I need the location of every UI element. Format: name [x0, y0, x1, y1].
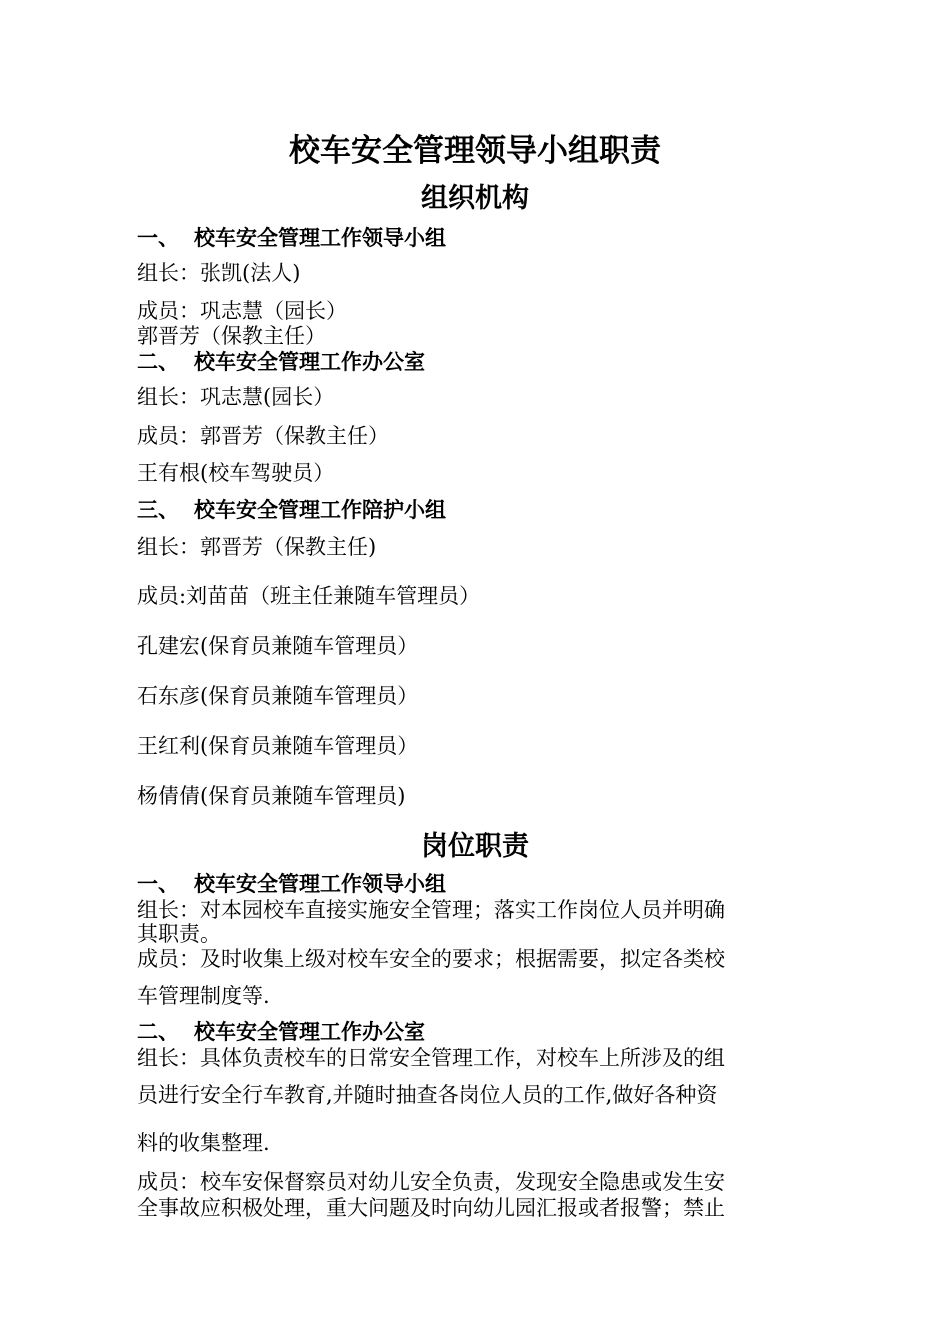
- org-group-1-number: 一、: [137, 226, 179, 250]
- org-group-2-member: 成员：郭晋芳（保教主任）: [137, 424, 389, 448]
- org-group-3-member: 石东彦(保育员兼随车管理员）: [137, 684, 419, 708]
- org-group-1-member: 成员：巩志慧（园长）: [137, 299, 347, 323]
- duty-group-2-member-line: 成员：校车安保督察员对幼儿安全负责，发现安全隐患或发生安: [137, 1170, 725, 1194]
- org-group-3-member: 杨倩倩(保育员兼随车管理员): [137, 784, 406, 808]
- duty-group-2-heading-text: 校车安全管理工作办公室: [194, 1020, 425, 1044]
- org-group-3-leader: 组长：郭晋芳（保教主任): [137, 535, 377, 559]
- org-group-1-leader: 组长：张凯(法人): [137, 261, 301, 285]
- duty-group-1-heading: [137, 871, 446, 897]
- org-group-3-number: 三、: [137, 498, 179, 522]
- duty-group-1-heading-text: 校车安全管理工作领导小组: [194, 872, 446, 896]
- duty-group-1-member-line: 车管理制度等.: [137, 984, 270, 1008]
- section-title-duties: 岗位职责: [421, 831, 529, 862]
- org-group-3-member: 成员:刘苗苗（班主任兼随车管理员）: [137, 584, 481, 608]
- org-group-2-leader: 组长：巩志慧(园长）: [137, 385, 335, 409]
- duty-group-1-member-line: 成员：及时收集上级对校车安全的要求；根据需要，拟定各类校: [137, 947, 725, 971]
- section-title-organization: 组织机构: [421, 183, 529, 214]
- org-group-3-member: 王红利(保育员兼随车管理员）: [137, 734, 419, 758]
- document-title: 校车安全管理领导小组职责: [289, 133, 661, 169]
- duty-group-2-member-line: 全事故应积极处理，重大问题及时向幼儿园汇报或者报警；禁止: [137, 1196, 725, 1220]
- org-group-3-heading-text: 校车安全管理工作陪护小组: [194, 498, 446, 522]
- org-group-2-number: 二、: [137, 350, 179, 374]
- org-group-2-heading-text: 校车安全管理工作办公室: [194, 350, 425, 374]
- org-group-1-heading-text: 校车安全管理工作领导小组: [194, 226, 446, 250]
- duty-group-1-leader-line: 组长：对本园校车直接实施安全管理；落实工作岗位人员并明确: [137, 898, 725, 922]
- duty-group-2-number: 二、: [137, 1020, 179, 1044]
- org-group-1-member: 郭晋芳（保教主任）: [137, 324, 326, 348]
- duty-group-2-heading: [137, 1019, 425, 1045]
- duty-group-2-leader-line: 料的收集整理.: [137, 1131, 270, 1155]
- org-group-3-member: 孔建宏(保育员兼随车管理员）: [137, 634, 419, 658]
- duty-group-2-leader-line: 组长：具体负责校车的日常安全管理工作，对校车上所涉及的组: [137, 1046, 725, 1070]
- duty-group-1-number: 一、: [137, 872, 179, 896]
- org-group-1-heading: [137, 225, 446, 251]
- org-group-2-heading: [137, 349, 425, 375]
- org-group-3-heading: [137, 497, 446, 523]
- duty-group-1-leader-line: 其职责。: [137, 922, 221, 946]
- duty-group-2-leader-line: 员进行安全行车教育,并随时抽查各岗位人员的工作,做好各种资: [137, 1083, 718, 1107]
- org-group-2-member: 王有根(校车驾驶员）: [137, 461, 335, 485]
